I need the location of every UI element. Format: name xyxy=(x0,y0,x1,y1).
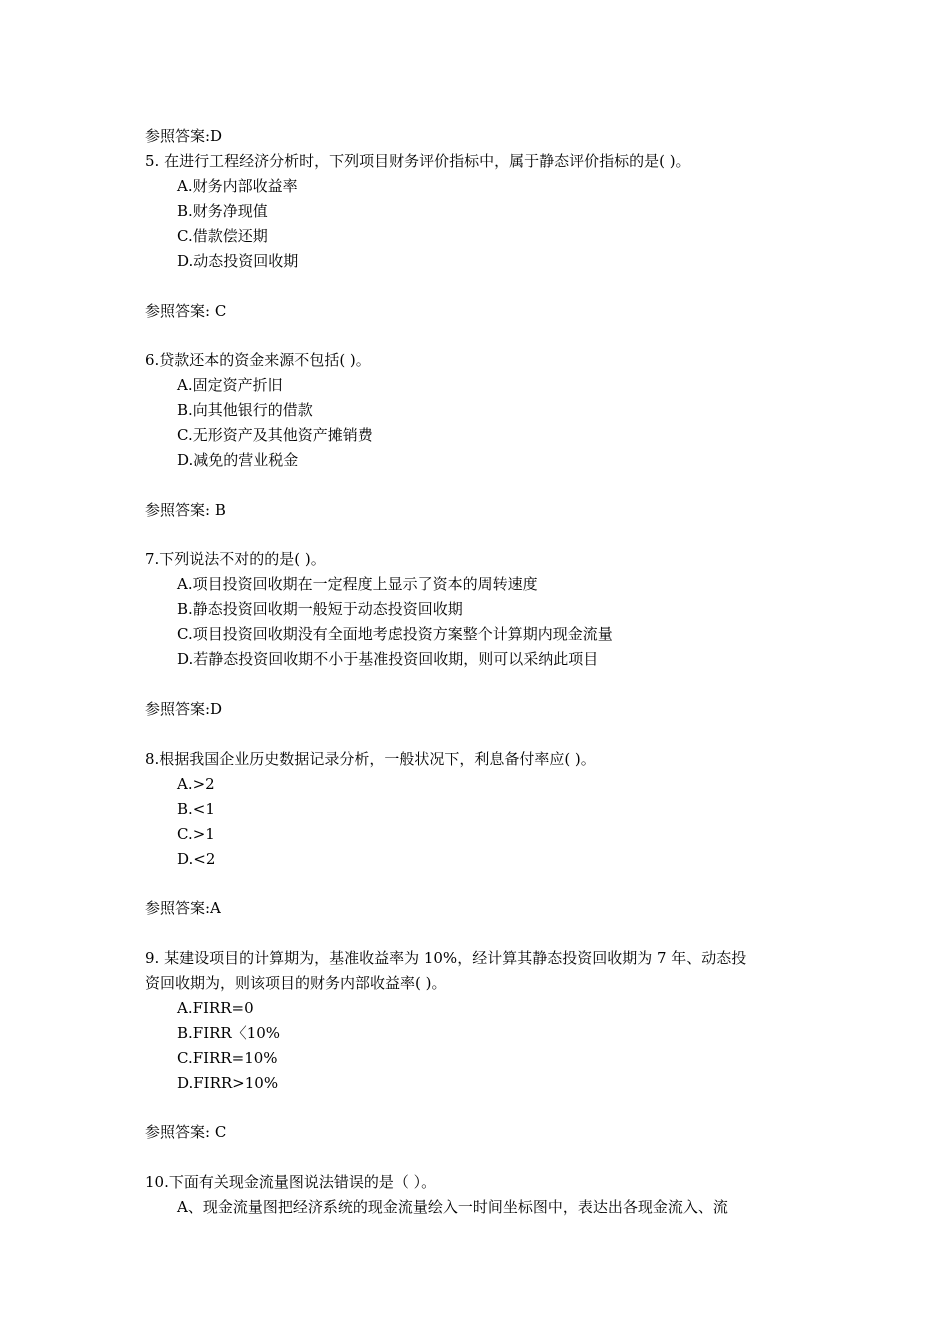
q8-option-c: C.>1 xyxy=(177,825,215,843)
q8-option-d: D.<2 xyxy=(177,850,216,868)
q5-answer: 参照答案: C xyxy=(145,302,227,320)
q7-option-b: B.静态投资回收期一般短于动态投资回收期 xyxy=(177,600,463,618)
q6-option-d: D.减免的营业税金 xyxy=(177,451,299,469)
q7-answer: 参照答案:D xyxy=(145,700,223,718)
q7-option-a: A.项目投资回收期在一定程度上显示了资本的周转速度 xyxy=(177,575,538,593)
q5-option-b: B.财务净现值 xyxy=(177,202,268,220)
q10-option-a: A、现金流量图把经济系统的现金流量绘入一时间坐标图中，表达出各现金流入、流 xyxy=(177,1198,728,1216)
q9-option-b: B.FIRR〈10% xyxy=(177,1024,281,1042)
q9-question-line1: 9. 某建设项目的计算期为，基准收益率为 10%，经计算其静态投资回收期为 7 年、动态投 xyxy=(145,949,747,967)
q10-question: 10.下面有关现金流量图说法错误的是（ ）。 xyxy=(145,1173,437,1191)
q9-option-c: C.FIRR=10% xyxy=(177,1049,278,1067)
previous-answer: 参照答案:D xyxy=(145,127,223,145)
q9-question-line2: 资回收期为，则该项目的财务内部收益率( )。 xyxy=(145,974,447,992)
q9-answer: 参照答案: C xyxy=(145,1123,227,1141)
q6-answer: 参照答案: B xyxy=(145,501,226,519)
q5-option-d: D.动态投资回收期 xyxy=(177,252,299,270)
q6-option-c: C.无形资产及其他资产摊销费 xyxy=(177,426,373,444)
q5-option-c: C.借款偿还期 xyxy=(177,227,268,245)
q7-option-c: C.项目投资回收期没有全面地考虑投资方案整个计算期内现金流量 xyxy=(177,625,613,643)
q6-option-a: A.固定资产折旧 xyxy=(177,376,283,394)
q5-question: 5. 在进行工程经济分析时，下列项目财务评价指标中，属于静态评价指标的是( )。 xyxy=(145,152,691,170)
q8-question: 8.根据我国企业历史数据记录分析，一般状况下，利息备付率应( )。 xyxy=(145,750,596,768)
q7-option-d: D.若静态投资回收期不小于基准投资回收期，则可以采纳此项目 xyxy=(177,650,599,668)
q5-option-a: A.财务内部收益率 xyxy=(177,177,298,195)
q6-option-b: B.向其他银行的借款 xyxy=(177,401,313,419)
q9-option-d: D.FIRR>10% xyxy=(177,1074,279,1092)
q7-question: 7.下列说法不对的的是( )。 xyxy=(145,550,326,568)
q6-question: 6.贷款还本的资金来源不包括( )。 xyxy=(145,351,371,369)
q8-answer: 参照答案:A xyxy=(145,899,221,917)
q9-option-a: A.FIRR=0 xyxy=(177,999,254,1017)
q8-option-b: B.<1 xyxy=(177,800,215,818)
q8-option-a: A.>2 xyxy=(177,775,215,793)
